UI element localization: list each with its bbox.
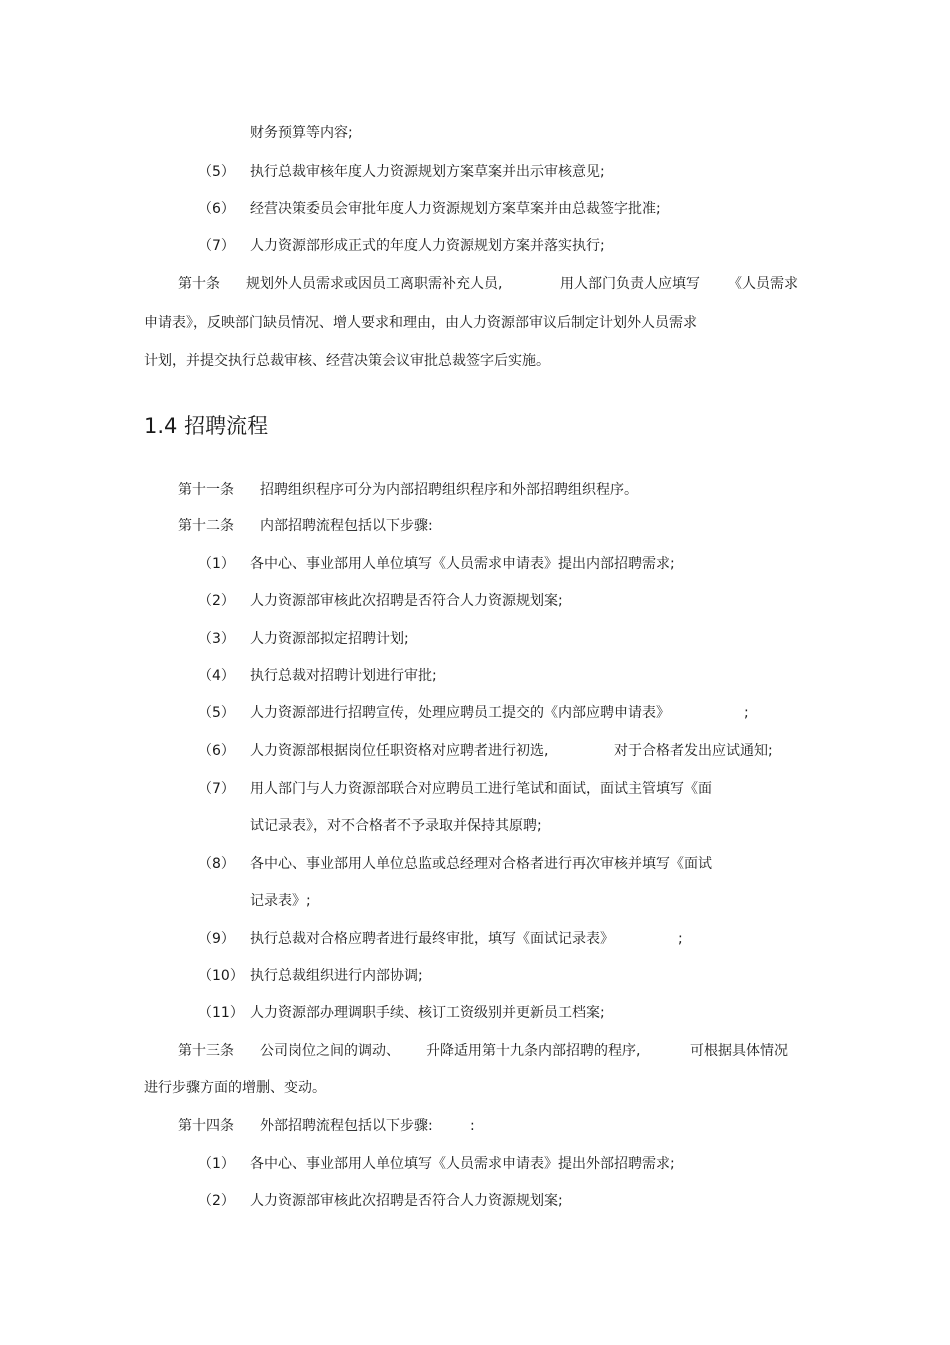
- list-item-text: 各中心、事业部用人单位填写《人员需求申请表》提出外部招聘需求;: [250, 1156, 675, 1172]
- article-text: 计划，并提交执行总裁审核、经营决策会议审批总裁签字后实施。: [144, 353, 550, 369]
- list-item-number: （1）: [198, 1156, 235, 1172]
- list-item-text: 人力资源部形成正式的年度人力资源规划方案并落实执行;: [250, 238, 605, 254]
- paragraph-continuation: 财务预算等内容;: [250, 125, 353, 141]
- article-text: 规划外人员需求或因员工离职需补充人员,: [246, 276, 503, 292]
- list-item-number: （7）: [198, 781, 235, 797]
- list-item-text-tail: 对于合格者发出应试通知;: [614, 743, 773, 759]
- article-label: 第十四条: [178, 1118, 234, 1134]
- list-item-text: 用人部门与人力资源部联合对应聘员工进行笔试和面试，面试主管填写《面: [250, 781, 712, 797]
- list-item-number: （5）: [198, 164, 235, 180]
- article-text: 《人员需求: [728, 276, 798, 292]
- list-item-number: （7）: [198, 238, 235, 254]
- list-item-text: 执行总裁组织进行内部协调;: [250, 968, 423, 984]
- list-item-number: （2）: [198, 1193, 235, 1209]
- list-item-number: （6）: [198, 743, 235, 759]
- article-text: 外部招聘流程包括以下步骤:: [260, 1118, 433, 1134]
- list-item-number: （9）: [198, 931, 235, 947]
- list-item-text: 人力资源部进行招聘宣传，处理应聘员工提交的《内部应聘申请表》: [250, 705, 670, 721]
- list-item-text-tail: ;: [744, 705, 749, 721]
- article-text: 申请表》，反映部门缺员情况、增人要求和理由，由人力资源部审议后制定计划外人员需求: [144, 315, 697, 331]
- list-item-text: 执行总裁对招聘计划进行审批;: [250, 668, 437, 684]
- list-item-text: 人力资源部根据岗位任职资格对应聘者进行初选,: [250, 743, 549, 759]
- list-item-number: （6）: [198, 201, 235, 217]
- list-item-continuation: 试记录表》，对不合格者不予录取并保持其原聘;: [250, 818, 542, 834]
- article-text: 进行步骤方面的增删、变动。: [144, 1080, 326, 1096]
- article-text: 内部招聘流程包括以下步骤:: [260, 518, 433, 534]
- list-item-number: （2）: [198, 593, 235, 609]
- list-item-text: 执行总裁对合格应聘者进行最终审批，填写《面试记录表》: [250, 931, 614, 947]
- list-item-text: 人力资源部审核此次招聘是否符合人力资源规划案;: [250, 593, 563, 609]
- list-item-text: 人力资源部审核此次招聘是否符合人力资源规划案;: [250, 1193, 563, 1209]
- article-label: 第十三条: [178, 1043, 234, 1059]
- list-item-text-tail: ;: [678, 931, 683, 947]
- article-text: 用人部门负责人应填写: [560, 276, 700, 292]
- list-item-number: （8）: [198, 856, 235, 872]
- article-text: 招聘组织程序可分为内部招聘组织程序和外部招聘组织程序。: [260, 482, 638, 498]
- list-item-text: 各中心、事业部用人单位总监或总经理对合格者进行再次审核并填写《面试: [250, 856, 712, 872]
- article-label: 第十条: [178, 276, 220, 292]
- list-item-continuation: 记录表》;: [250, 893, 311, 909]
- list-item-number: （5）: [198, 705, 235, 721]
- list-item-text: 人力资源部办理调职手续、核订工资级别并更新员工档案;: [250, 1005, 605, 1021]
- article-text: 可根据具体情况: [690, 1043, 788, 1059]
- list-item-number: （4）: [198, 668, 235, 684]
- article-label: 第十二条: [178, 518, 234, 534]
- list-item-text: 各中心、事业部用人单位填写《人员需求申请表》提出内部招聘需求;: [250, 556, 675, 572]
- list-item-number: （1）: [198, 556, 235, 572]
- list-item-number: （10）: [198, 968, 244, 984]
- article-text: 公司岗位之间的调动、: [260, 1043, 400, 1059]
- list-item-number: （3）: [198, 631, 235, 647]
- article-text-tail: :: [470, 1118, 475, 1134]
- section-heading: 1.4 招聘流程: [144, 414, 269, 438]
- list-item-number: （11）: [198, 1005, 244, 1021]
- list-item-text: 人力资源部拟定招聘计划;: [250, 631, 409, 647]
- list-item-text: 经营决策委员会审批年度人力资源规划方案草案并由总裁签字批准;: [250, 201, 661, 217]
- article-text: 升降适用第十九条内部招聘的程序,: [426, 1043, 641, 1059]
- list-item-text: 执行总裁审核年度人力资源规划方案草案并出示审核意见;: [250, 164, 605, 180]
- article-label: 第十一条: [178, 482, 234, 498]
